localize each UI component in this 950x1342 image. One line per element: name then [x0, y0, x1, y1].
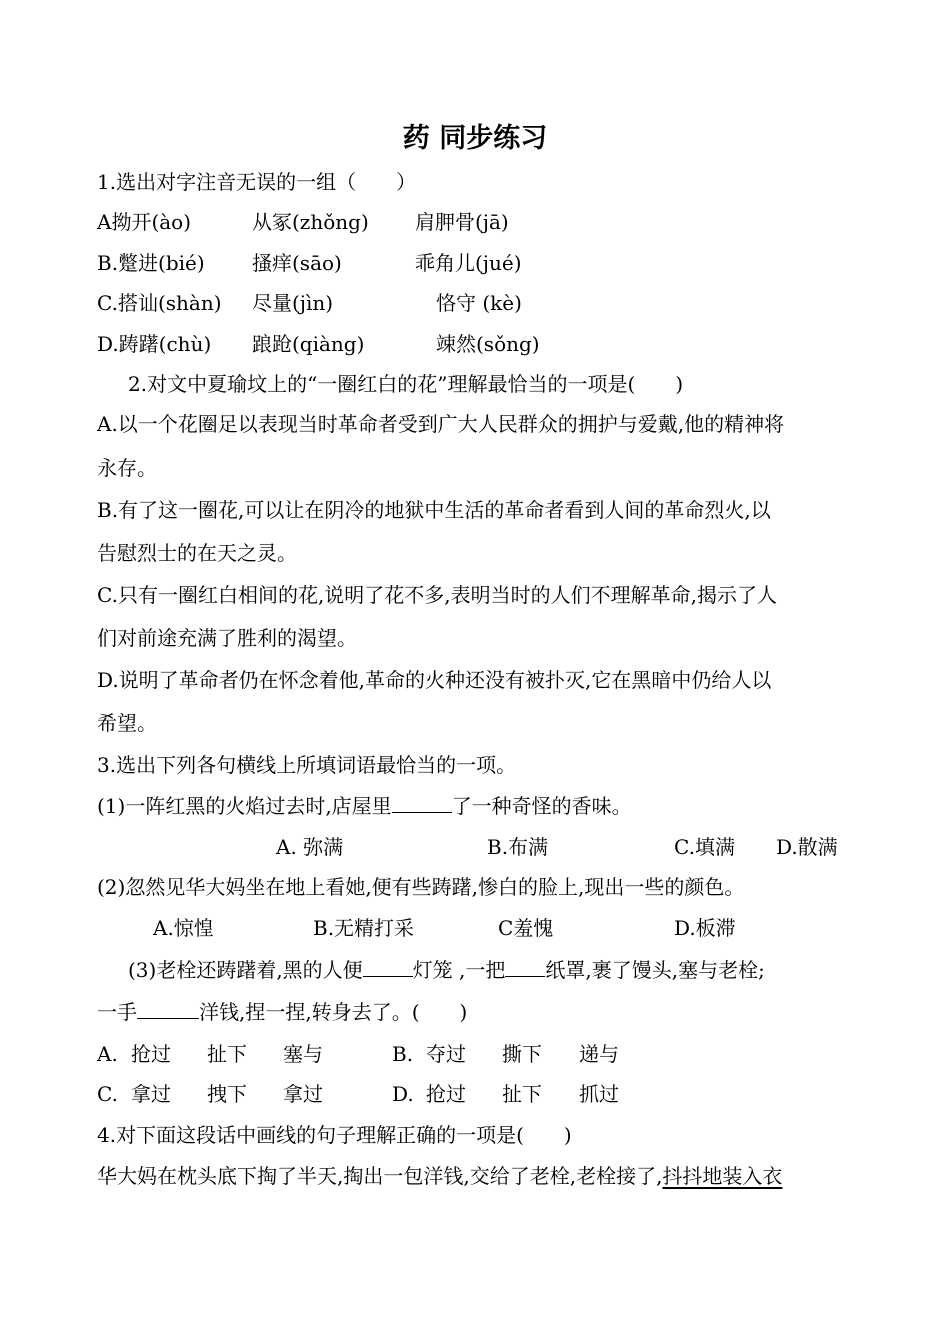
q3-s3-option-b-word-1: 夺过 — [426, 1042, 466, 1066]
q4-passage-text: 华大妈在枕头底下掏了半天,掏出一包洋钱,交给了老栓,老栓接了, — [97, 1164, 663, 1188]
q3-s3-text-d: 一手 — [97, 1000, 137, 1024]
q1-option-d-1: D.踌躇(chù) — [97, 332, 212, 356]
q3-s3-option-b-word-3: 递与 — [579, 1042, 619, 1066]
q3-s3-text-a: (3)老栓还踌躇着,黑的人便 — [128, 958, 363, 982]
q3-s3-option-c-word-1: 拿过 — [131, 1082, 171, 1106]
q3-s3-option-a-letter: A. — [97, 1042, 118, 1066]
q3-s2-option-d: D.板滞 — [674, 916, 736, 940]
q3-sentence-3 — [128, 956, 765, 984]
q1-option-c-1: C.搭讪(shàn) — [97, 291, 222, 315]
page-title: 药 同步练习 — [402, 123, 548, 154]
q1-option-b-3: 乖角儿(jué) — [415, 251, 522, 275]
q3-s3-option-a-word-3: 塞与 — [283, 1042, 323, 1066]
fill-blank[interactable] — [137, 998, 199, 1019]
q3-s1-option-d: D.散满 — [776, 835, 838, 859]
q1-option-d-2: 踉跄(qiàng) — [252, 332, 365, 356]
q3-s3-option-d-word-1: 抢过 — [426, 1082, 466, 1106]
q3-s3-text-e: 洋钱,捏一捏,转身去了。( ) — [199, 1000, 468, 1024]
q3-s3-option-d-letter: D. — [392, 1082, 414, 1106]
question-3-stem: 3.选出下列各句横线上所填词语最恰当的一项。 — [97, 753, 517, 777]
q3-s2-option-b: B.无精打采 — [313, 916, 415, 940]
q1-option-c-3: 恪守 (kè) — [436, 291, 522, 315]
q3-sentence-1 — [97, 792, 632, 820]
q3-s3-option-d-word-2: 扯下 — [502, 1082, 542, 1106]
q1-option-a-3: 肩胛骨(jā) — [415, 210, 509, 234]
q4-passage — [97, 1162, 782, 1190]
q2-option-a: A.以一个花圈足以表现当时革命者受到广大人民群众的拥护与爱戴,他的精神将 — [97, 412, 785, 436]
q3-s3-text-b: 灯笼 ,一把 — [412, 958, 506, 982]
q2-option-a-cont: 永存。 — [97, 456, 157, 480]
q3-s3-option-b-letter: B. — [392, 1042, 414, 1066]
question-2-stem: 2.对文中夏瑜坟上的“一圈红白的花”理解最恰当的一项是( ) — [128, 372, 684, 396]
q3-s2-option-a: A.惊惶 — [153, 916, 214, 940]
q2-option-b-cont: 告慰烈士的在天之灵。 — [97, 541, 297, 565]
q3-s3-option-a-word-1: 抢过 — [131, 1042, 171, 1066]
q2-option-d-cont: 希望。 — [97, 711, 157, 735]
q3-s1-option-c: C.填满 — [674, 835, 735, 859]
q3-sentence-2: (2)忽然见华大妈坐在地上看她,便有些踌躇,惨白的脸上,现出一些的颜色。 — [97, 875, 745, 899]
q3-s1-text-b: 了一种奇怪的香味。 — [451, 794, 632, 818]
q3-s1-option-b: B.布满 — [487, 835, 549, 859]
question-4-stem: 4.对下面这段话中画线的句子理解正确的一项是( ) — [97, 1123, 572, 1147]
question-1-stem: 1.选出对字注音无误的一组（ ） — [97, 170, 417, 194]
q1-option-a-1: A拗开(ào) — [97, 210, 192, 234]
q3-sentence-3-cont — [97, 998, 467, 1026]
q2-option-c-cont: 们对前途充满了胜利的渴望。 — [97, 626, 357, 650]
q1-option-b-1: B.蹩进(bié) — [97, 251, 205, 275]
fill-blank[interactable] — [392, 792, 452, 813]
q2-option-b: B.有了这一圈花,可以让在阴冷的地狱中生活的革命者看到人间的革命烈火,以 — [97, 498, 771, 522]
fill-blank[interactable] — [363, 956, 413, 977]
q2-option-c: C.只有一圈红白相间的花,说明了花不多,表明当时的人们不理解革命,揭示了人 — [97, 583, 778, 607]
q3-s2-option-c: C羞愧 — [498, 916, 554, 940]
q3-s1-option-a: A. 弥满 — [276, 835, 344, 859]
q3-s3-option-d-word-3: 抓过 — [579, 1082, 619, 1106]
q3-s3-option-b-word-2: 撕下 — [502, 1042, 542, 1066]
q4-underlined-sentence: 抖抖地装入衣 — [662, 1164, 783, 1188]
q3-s3-option-a-word-2: 扯下 — [207, 1042, 247, 1066]
q3-s3-option-c-word-2: 拽下 — [207, 1082, 247, 1106]
q2-option-d: D.说明了革命者仍在怀念着他,革命的火种还没有被扑灭,它在黑暗中仍给人以 — [97, 668, 772, 692]
q3-s3-option-c-letter: C. — [97, 1082, 118, 1106]
q1-option-b-2: 搔痒(sāo) — [252, 251, 342, 275]
q1-option-c-2: 尽量(jìn) — [252, 291, 334, 315]
fill-blank[interactable] — [505, 956, 545, 977]
q3-s3-text-c: 纸罩,裹了馒头,塞与老栓; — [545, 958, 765, 982]
q1-option-d-3: 竦然(sǒng) — [436, 332, 540, 356]
q3-s3-option-c-word-3: 拿过 — [283, 1082, 323, 1106]
q3-s1-text-a: (1)一阵红黑的火焰过去时,店屋里 — [97, 794, 392, 818]
q1-option-a-2: 从冢(zhǒng) — [252, 210, 369, 234]
